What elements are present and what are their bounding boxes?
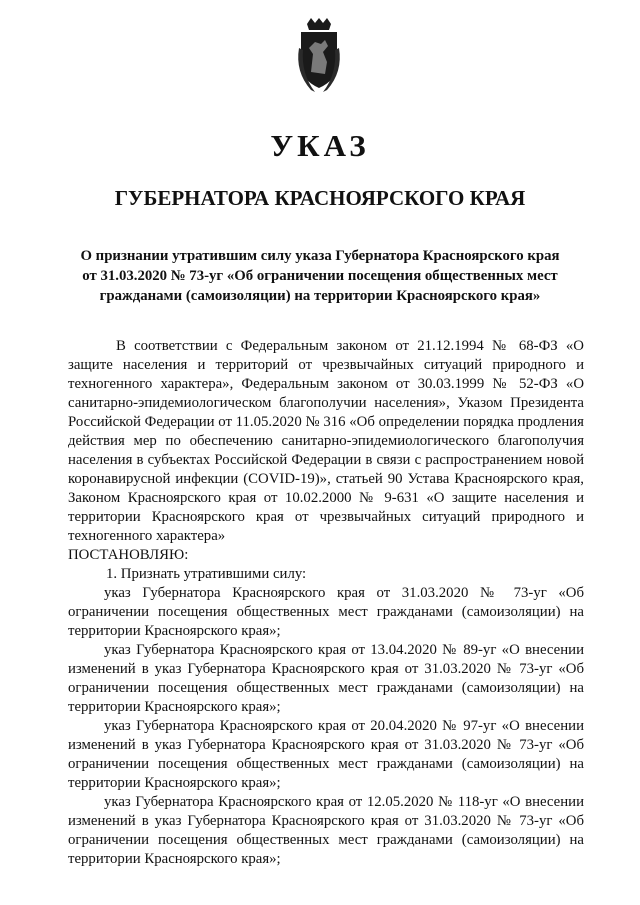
decree-heading-line: от 31.03.2020 № 73-уг «Об ограничении посещения общественных мест [82,268,558,284]
list-item: указ Губернатора Красноярского края от 31.03.2020 № 73-уг «Об ограничении посещения общественных мест гражданами (самоизоляции) на территории Красноярского края»; [68,585,584,639]
preamble-paragraph: В соответствии с Федеральным законом от 21.12.1994 № 68-ФЗ «О защите населения и территорий от чрезвычайных ситуаций природного и техногенного характера», Федеральным законом от 30.03.1999 № 52-ФЗ «О санитарно-эпидемиологическом благополучии населения», Указом Президента Российской Федерации от 11.05.2020 № 316 «Об определении порядка продления действия мер по обеспечению санитарно-эпидемиологического благополучия населения в субъектах Российской Федерации в связи с распространением новой коронавирусной инфекции (COVID-19)», статьей 90 Устава Красноярского края, Законом Красноярского края от 10.02.2000 № 9-631 «О защите населения и территории Красноярского края от чрезвычайных ситуаций природного и техногенного характера» [68,338,584,544]
decree-heading-line: гражданами (самоизоляции) на территории Красноярского края» [99,288,541,304]
decree-heading [60,246,580,306]
document-title: УКАЗ [270,128,370,163]
document-subtitle: ГУБЕРНАТОРА КРАСНОЯРСКОГО КРАЯ [114,186,526,210]
decree-heading-line: О признании утратившим силу указа Губернатора Красноярского края [80,248,560,264]
decree-word: ПОСТАНОВЛЯЮ: [68,547,189,563]
krasnoyarsk-coat-of-arms-icon [295,18,343,94]
decree-body [68,337,584,869]
list-item: указ Губернатора Красноярского края от 12.05.2020 № 118-уг «О внесении изменений в указ Губернатора Красноярского края от 31.03.2020 № 73-уг «Об ограничении посещения общественных мест гражданами (самоизоляции) на территории Красноярского края»; [68,794,584,867]
list-item: указ Губернатора Красноярского края от 20.04.2020 № 97-уг «О внесении изменений в указ Губернатора Красноярского края от 31.03.2020 № 73-уг «Об ограничении посещения общественных мест гражданами (самоизоляции) на территории Красноярского края»; [68,718,584,791]
list-item: указ Губернатора Красноярского края от 13.04.2020 № 89-уг «О внесении изменений в указ Губернатора Красноярского края от 31.03.2020 № 73-уг «Об ограничении посещения общественных мест гражданами (самоизоляции) на территории Красноярского края»; [68,642,584,715]
point-1: 1. Признать утратившими силу: [106,566,307,582]
